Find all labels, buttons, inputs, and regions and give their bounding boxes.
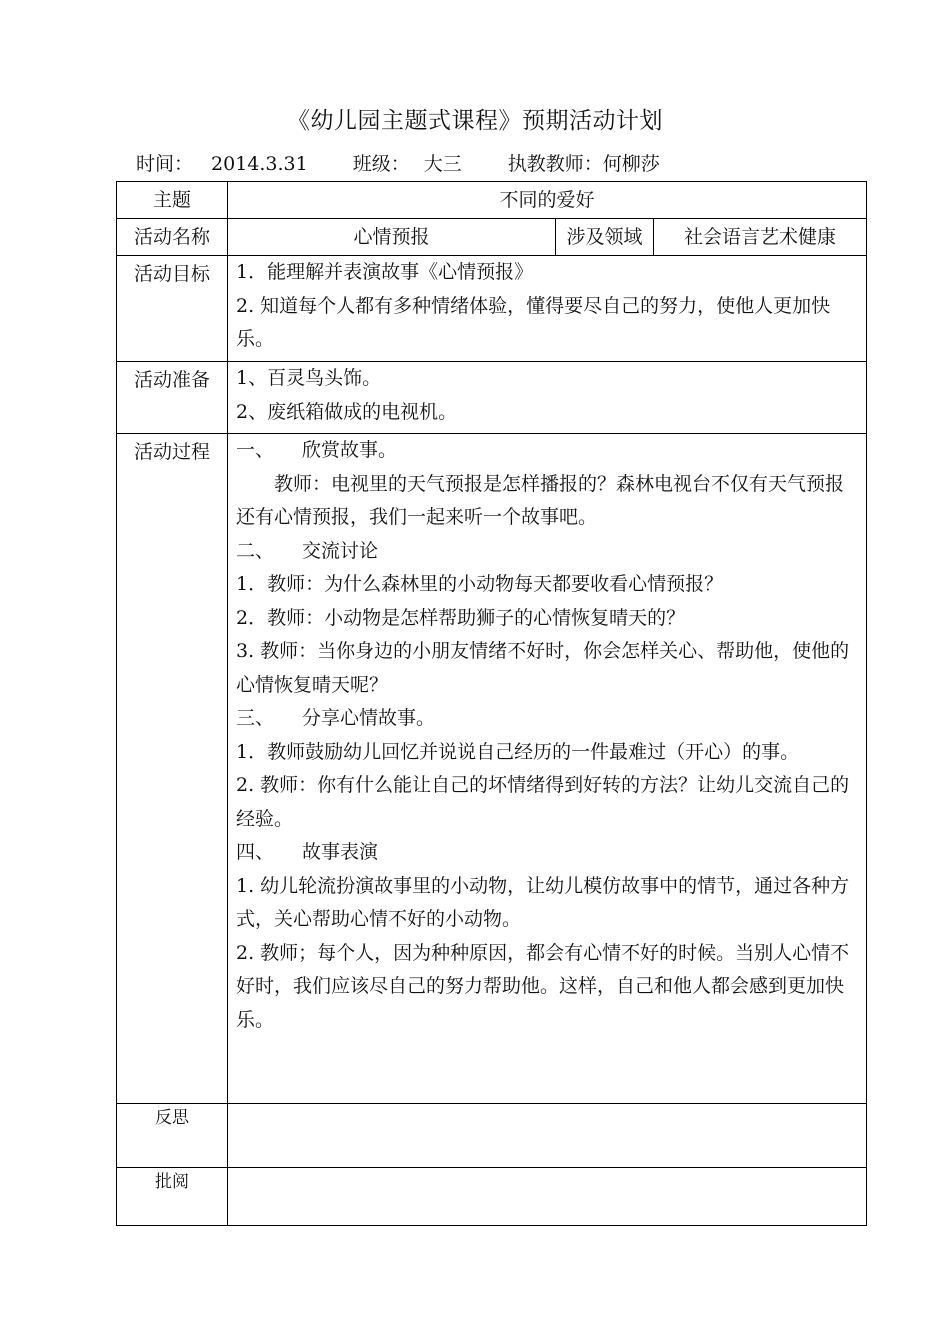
section-heading	[236, 702, 860, 736]
prep-label: 活动准备	[117, 362, 228, 434]
theme-label: 主题	[117, 182, 228, 219]
list-item: 1．教师鼓励幼儿回忆并说说自己经历的一件最难过（开心）的事。	[236, 740, 800, 763]
row-review	[117, 1168, 867, 1226]
list-item: 3. 教师：当你身边的小朋友情绪不好时，你会怎样关心、帮助他，使他的心情恢复晴天呢？	[236, 640, 850, 696]
list-item: 2. 教师：你有什么能让自己的坏情绪得到好转的方法？让幼儿交流自己的经验。	[236, 774, 850, 830]
goals-content	[228, 256, 867, 362]
reflection-label: 反思	[117, 1104, 228, 1168]
class-value: 大三	[423, 153, 462, 175]
teacher-value: 何柳莎	[602, 153, 660, 175]
section-number: 三、	[236, 707, 275, 729]
list-item: 1. 幼儿轮流扮演故事里的小动物，让幼儿模仿故事中的情节，通过各种方式，关心帮助心情不好的小动物。	[236, 874, 850, 930]
time-label: 时间：	[136, 153, 194, 175]
prep-item: 2、废纸箱做成的电视机。	[236, 400, 458, 423]
activity-name-label: 活动名称	[117, 219, 228, 256]
row-reflection	[117, 1104, 867, 1168]
plan-meta	[136, 149, 660, 176]
section-title: 分享心情故事。	[302, 707, 436, 729]
teacher-label: 执教教师：	[507, 153, 603, 175]
review-content[interactable]	[228, 1168, 867, 1226]
row-prep	[117, 362, 867, 434]
section-title: 故事表演	[302, 841, 379, 863]
domain-label: 涉及领域	[556, 219, 654, 256]
row-theme	[117, 182, 867, 219]
review-label: 批阅	[117, 1168, 228, 1226]
section-number: 二、	[236, 539, 275, 562]
section-heading	[236, 434, 860, 468]
plan-table	[116, 181, 867, 1226]
row-goals	[117, 256, 867, 362]
list-item: 2．教师：小动物是怎样帮助狮子的心情恢复晴天的？	[236, 606, 686, 629]
prep-content	[228, 362, 867, 434]
list-item: 1．教师：为什么森林里的小动物每天都要收看心情预报？	[236, 573, 724, 595]
section-heading	[236, 535, 860, 569]
section-text: 教师：电视里的天气预报是怎样播报的？森林电视台不仅有天气预报还有心情预报，我们一起来听一个故事吧。	[236, 472, 845, 528]
theme-value: 不同的爱好	[228, 182, 867, 219]
goal-item: 1．能理解并表演故事《心情预报》	[236, 261, 534, 283]
time-value: 2014.3.31	[211, 153, 308, 175]
page-title: 《幼儿园主题式课程》预期活动计划	[287, 108, 663, 134]
class-label: 班级：	[352, 153, 410, 175]
domain-value: 社会语言艺术健康	[654, 219, 867, 256]
row-activity-name	[117, 219, 867, 256]
goals-label: 活动目标	[117, 256, 228, 362]
prep-item: 1、百灵鸟头饰。	[236, 367, 382, 389]
section-number: 一、	[236, 439, 275, 461]
section-title: 交流讨论	[302, 539, 379, 562]
list-item: 2. 教师；每个人，因为种种原因，都会有心情不好的时候。当别人心情不好时，我们应该尽自己的努力帮助他。这样，自己和他人都会感到更加快乐。	[236, 941, 850, 1031]
process-content	[228, 434, 867, 1104]
process-label: 活动过程	[117, 434, 228, 1104]
reflection-content[interactable]	[228, 1104, 867, 1168]
goal-item: 2. 知道每个人都有多种情绪体验，懂得要尽自己的努力，使他人更加快乐。	[236, 294, 831, 350]
section-heading	[236, 836, 860, 870]
activity-name-value: 心情预报	[228, 219, 556, 256]
section-number: 四、	[236, 841, 275, 863]
row-process	[117, 434, 867, 1104]
section-title: 欣赏故事。	[302, 439, 398, 461]
